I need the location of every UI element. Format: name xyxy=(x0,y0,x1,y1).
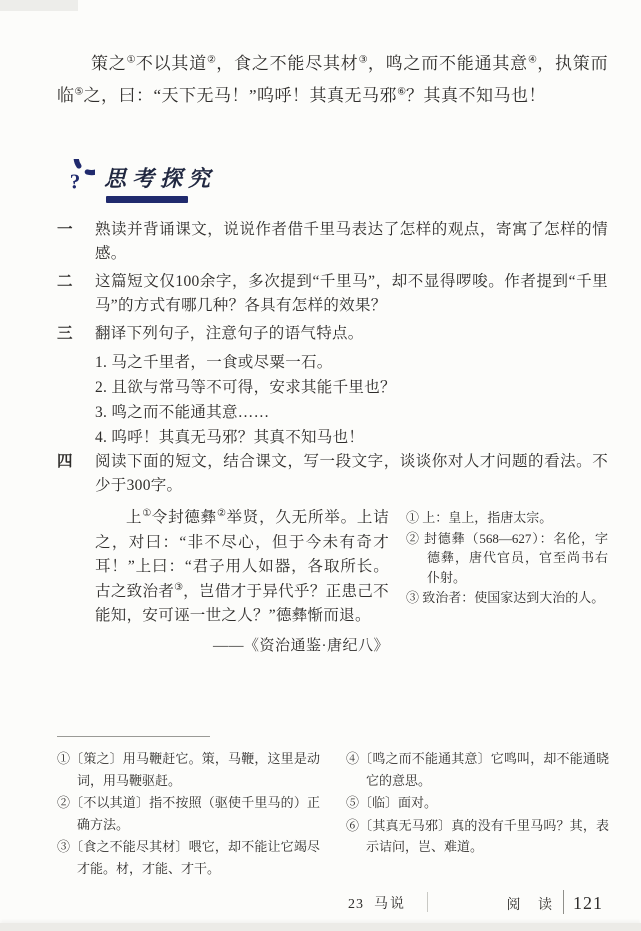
question-text: 阅读下面的短文，结合课文，写一段文字，谈谈你对人才问题的看法。不少于300字。 xyxy=(95,453,608,494)
question-text: 熟读并背诵课文，说说作者借千里马表达了怎样的观点，寄寓了怎样的情感。 xyxy=(95,221,608,262)
excerpt-attribution: ——《资治通鉴·唐纪八》 xyxy=(213,637,389,654)
footer-lesson xyxy=(348,893,406,913)
question-number: 四 xyxy=(57,453,73,470)
footnote-item: ④〔鸣之而不能通其意〕它鸣叫，却不能通晓它的意思。 xyxy=(346,751,609,788)
excerpt-annotations xyxy=(406,506,608,655)
question-mark-icon xyxy=(55,159,95,201)
subitem: 4. 呜呼！其真无马邪？其真不知马也！ xyxy=(95,429,365,446)
footnote-item: ⑤〔临〕面对。 xyxy=(346,795,438,810)
lesson-title: 马说 xyxy=(374,897,406,912)
annotation-item: ② 封德彝（568—627）：名伦，字德彝，唐代官员，官至尚书右仆射。 xyxy=(406,530,608,585)
footnote-item: ⑥〔其真无马邪〕真的没有千里马吗？其，表示诘问，岂、难道。 xyxy=(346,817,609,854)
lesson-text-paragraph: 策之①不以其道②，食之不能尽其材③，鸣之而不能通其意④，执策而临⑤之，曰：“天下无马！”呜呼！其真无马邪⑥？其真不知马也！ xyxy=(57,54,609,105)
footer-divider-right xyxy=(563,890,564,914)
scan-edge-artifact xyxy=(0,0,78,11)
subitem: 2. 且欲与常马等不可得，安求其能千里也？ xyxy=(95,379,396,396)
svg-text:?: ? xyxy=(69,169,81,194)
footnotes xyxy=(57,748,610,880)
footnote-separator xyxy=(57,736,210,737)
question-text: 这篇短文仅100余字，多次提到“千里马”，却不显得啰唆。作者提到“千里马”的方式有哪几种？各具有怎样的效果？ xyxy=(95,273,608,314)
question-number: 二 xyxy=(57,273,73,290)
section-title: 思考探究 xyxy=(104,166,217,191)
footer-section-label: 阅 读 xyxy=(506,898,559,913)
excerpt-text: 上①令封德彝②举贤，久无所举。上诘之，对曰：“非不尽心，但于今未有奇才耳！”上曰：“君子用人如器，各取所长。古之致治者③，岂借才于异代乎？正患己不能知，安可诬一世之人？”德彝惭而退。 xyxy=(95,507,389,624)
question-number: 一 xyxy=(57,221,73,238)
footnote-item: ①〔策之〕用马鞭赶它。策，马鞭，这里是动词，用马鞭驱赶。 xyxy=(57,751,320,788)
question-text: 翻译下列句子，注意句子的语气特点。 xyxy=(95,325,364,342)
footer-right xyxy=(507,890,604,914)
footer-divider-left xyxy=(427,892,428,912)
subitem: 3. 鸣之而不能通其意…… xyxy=(95,404,270,421)
lesson-number: 23 xyxy=(348,897,364,912)
section-title-wrap xyxy=(104,159,216,203)
question-item-2 xyxy=(57,270,608,318)
reading-excerpt-block xyxy=(95,506,608,655)
question-item-1 xyxy=(57,218,608,266)
footnote-item: ③〔食之不能尽其材〕喂它，却不能让它竭尽才能。材，才能、才干。 xyxy=(57,839,320,876)
scan-edge-artifact xyxy=(0,923,641,931)
question-3-subitems xyxy=(95,350,608,450)
excerpt-main xyxy=(95,506,389,655)
footnote-item: ②〔不以其道〕指不按照（驱使千里马的）正确方法。 xyxy=(57,795,320,832)
question-item-4 xyxy=(57,450,608,498)
subitem: 1. 马之千里者，一食或尽粟一石。 xyxy=(95,354,333,371)
questions-list xyxy=(57,218,608,502)
footnotes-left-column xyxy=(57,748,320,880)
section-title-underline xyxy=(106,196,188,203)
question-number: 三 xyxy=(57,325,73,342)
page-number: 121 xyxy=(573,893,603,913)
question-item-3 xyxy=(57,322,608,346)
section-header xyxy=(55,159,216,203)
annotation-item: ① 上：皇上，指唐太宗。 xyxy=(406,510,553,525)
footnotes-right-column xyxy=(346,748,609,880)
annotation-item: ③ 致治者：使国家达到大治的人。 xyxy=(406,590,605,605)
